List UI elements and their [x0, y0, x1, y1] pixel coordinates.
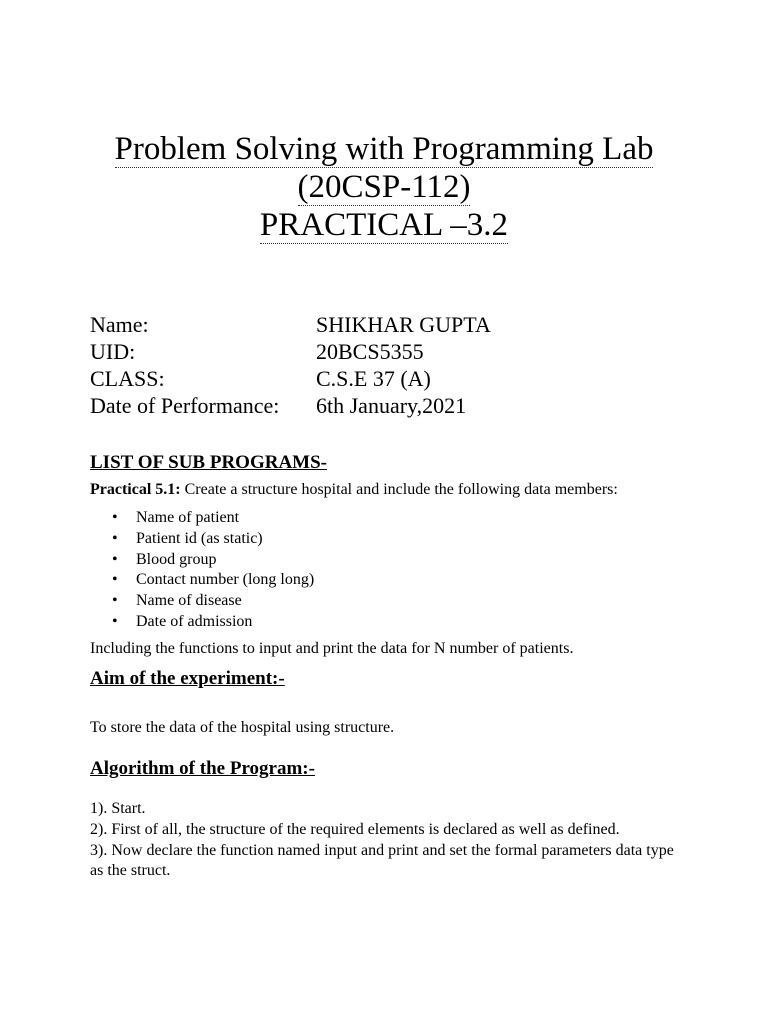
info-label: Date of Performance: — [90, 393, 280, 418]
list-item: • Blood group — [90, 550, 314, 571]
info-value: C.S.E 37 (A) — [316, 366, 431, 391]
title-line-3: PRACTICAL –3.2 — [259, 207, 509, 243]
algorithm-heading: Algorithm of the Program:- — [90, 758, 315, 779]
algorithm-step: 1). Start. — [90, 800, 146, 817]
list-item: • Name of patient — [90, 508, 314, 529]
algorithm-steps — [90, 799, 690, 882]
list-item: • Patient id (as static) — [90, 529, 314, 550]
sub-programs-heading: LIST OF SUB PROGRAMS- — [90, 452, 328, 473]
practical-label: Practical 5.1: — [90, 481, 181, 498]
info-row-date — [90, 392, 491, 419]
practical-intro — [90, 481, 618, 499]
title-line-2: (20CSP-112) — [297, 169, 471, 205]
info-row-class — [90, 365, 491, 392]
including-text: Including the functions to input and print the data for N number of patients. — [90, 640, 574, 657]
aim-heading: Aim of the experiment:- — [90, 668, 285, 689]
info-value: 20BCS5355 — [316, 339, 424, 364]
student-info — [90, 311, 491, 419]
info-value: SHIKHAR GUPTA — [316, 312, 491, 337]
algorithm-step: 3). Now declare the function named input and print and set the formal parameters data type as the struct. — [90, 841, 674, 880]
aim-text: To store the data of the hospital using structure. — [90, 719, 395, 736]
info-value: 6th January,2021 — [316, 393, 467, 418]
info-label: UID: — [90, 339, 136, 364]
list-item: • Contact number (long long) — [90, 570, 314, 591]
info-row-uid — [90, 338, 491, 365]
document-title — [0, 130, 768, 244]
practical-text: Create a structure hospital and include the following data members: — [180, 481, 618, 498]
info-row-name — [90, 311, 491, 338]
data-members-list — [90, 508, 314, 633]
list-item: • Date of admission — [90, 612, 314, 633]
info-label: CLASS: — [90, 366, 165, 391]
info-label: Name: — [90, 312, 149, 337]
list-item: • Name of disease — [90, 591, 314, 612]
algorithm-step: 2). First of all, the structure of the required elements is declared as well as defined. — [90, 820, 620, 838]
title-line-1: Problem Solving with Programming Lab — [114, 131, 654, 167]
